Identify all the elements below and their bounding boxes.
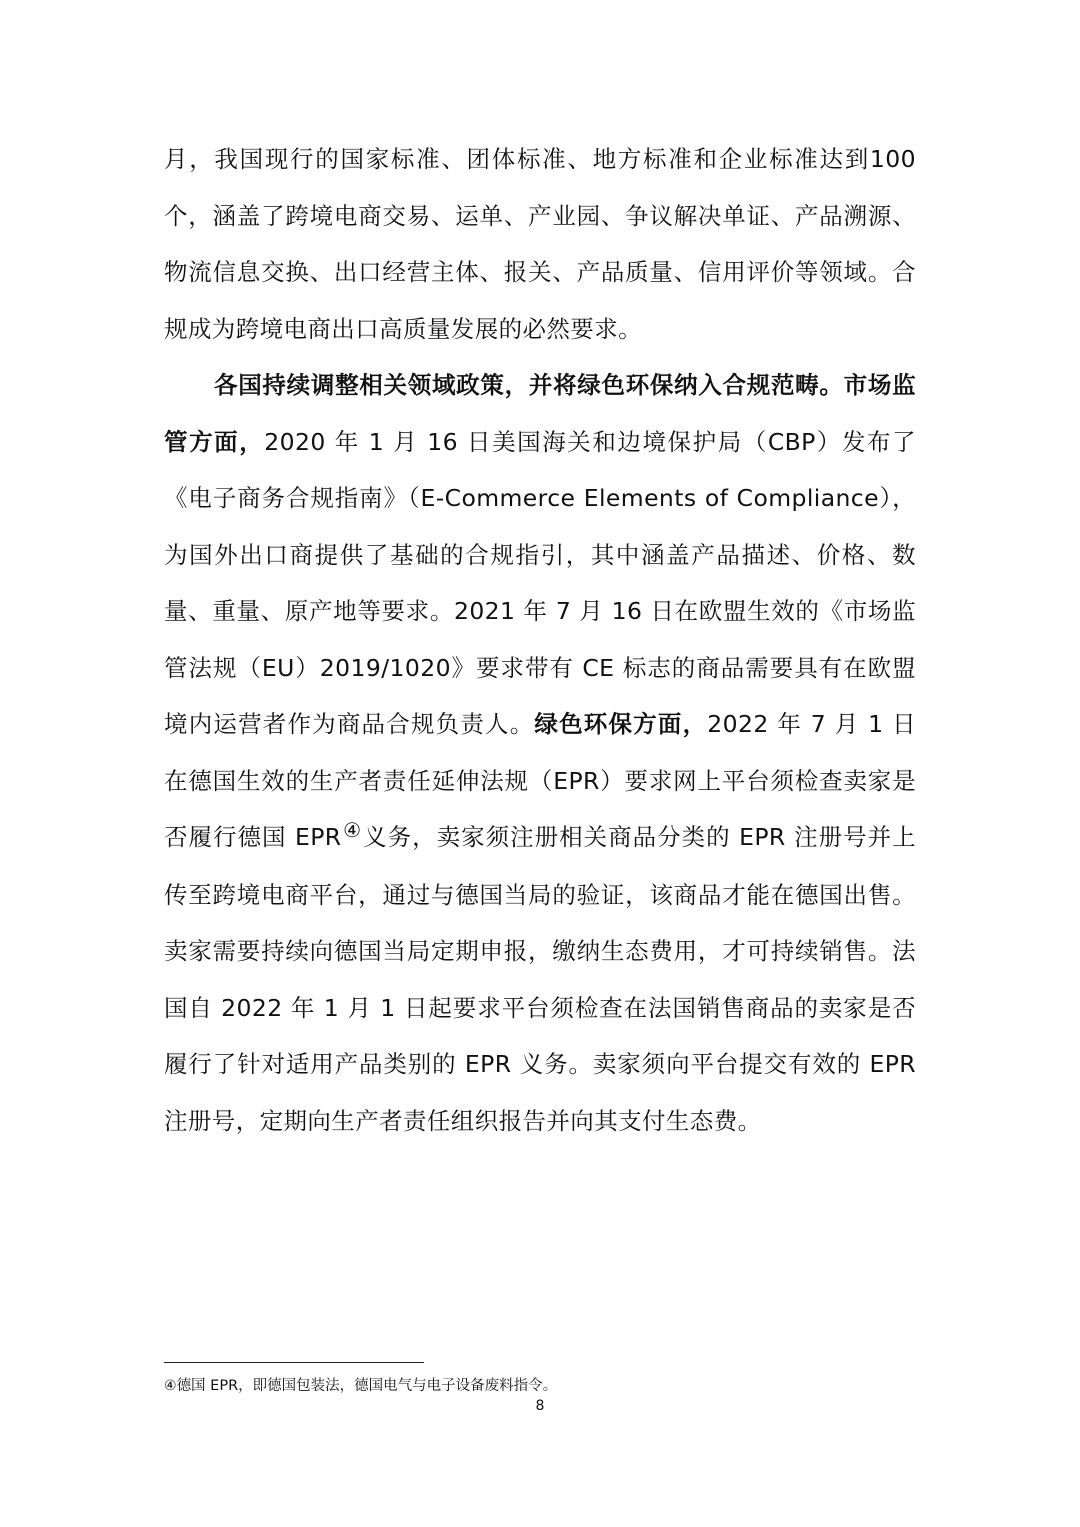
- paragraph-1: [164, 131, 916, 357]
- paragraph-2-bold-mid: 绿色环保方面，: [534, 710, 708, 738]
- footnote-marker: ④: [164, 1378, 177, 1394]
- page-body: [164, 131, 916, 1149]
- paragraph-1-text: 月，我国现行的国家标准、团体标准、地方标准和企业标准达到100个，涵盖了跨境电商交易、运单、产业园、争议解决单证、产品溯源、物流信息交换、出口经营主体、报关、产品质量、信用评价等领域。合规成为跨境电商出口高质量发展的必然要求。: [164, 145, 916, 343]
- paragraph-2: [164, 357, 916, 1149]
- footnote: [164, 1375, 916, 1397]
- paragraph-2-text-b: 2022 年 7 月 1 日在德国生效的生产者责任延伸法规（EPR）要求网上平台须检查卖家是否履行德国 EPR: [164, 710, 916, 851]
- footnote-reference-marker: ④: [342, 818, 363, 842]
- page-number: 8: [535, 1398, 545, 1414]
- footnote-separator: [164, 1362, 424, 1363]
- footnote-text: 德国 EPR，即德国包装法，德国电气与电子设备废料指令。: [176, 1378, 558, 1394]
- paragraph-2-bold-lead: 各国持续调整相关领域政策，并将绿色环保纳入合规范畴。市场监管方面，: [164, 371, 916, 456]
- paragraph-2-text-a: 2020 年 1 月 16 日美国海关和边境保护局（CBP）发布了《电子商务合规指南》（E-Commerce Elements of Compliance），为国外出口商提供了基础的合规指引，其中涵盖产品描述、价格、数量、重量、原产地等要求。2021 年 7 月 16 日在欧盟生效的《市场监管法规（EU）2019/1020》要求带有 CE 标志的商品需要具有在欧盟境内运营者作为商品合规负责人。: [164, 427, 916, 738]
- paragraph-2-text-c: 义务，卖家须注册相关商品分类的 EPR 注册号并上传至跨境电商平台，通过与德国当局的验证，该商品才能在德国出售。卖家需要持续向德国当局定期申报，缴纳生态费用，才可持续销售。法国自 2022 年 1 月 1 日起要求平台须检查在法国销售商品的卖家是否履行了针对适用产品类别的 EPR 义务。卖家须向平台提交有效的 EPR 注册号，定期向生产者责任组织报告并向其支付生态费。: [164, 823, 916, 1135]
